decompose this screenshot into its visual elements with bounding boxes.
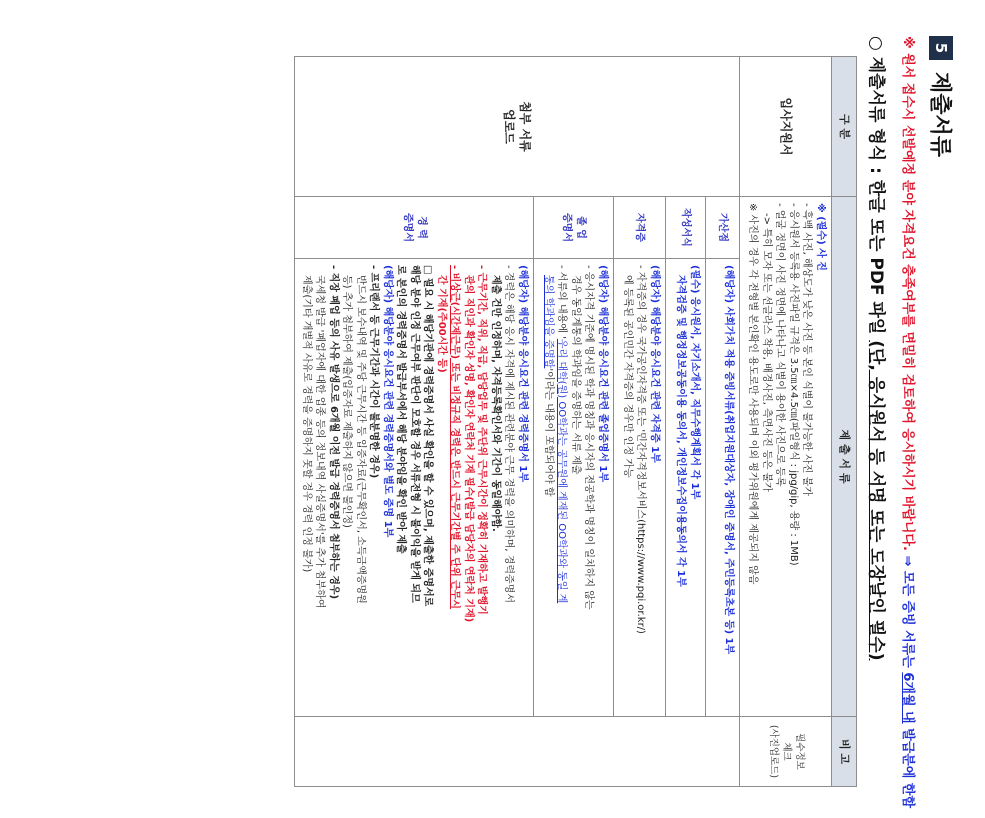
category-cell: 입사지원서 [740, 57, 832, 197]
table-row [706, 57, 740, 787]
category-cell [295, 57, 740, 197]
doc-line: 에 등록된 공인민간 자격증의 경우만 인정 가능 [622, 275, 633, 478]
doc-line: (해당자) 해당분야 응시요건 관련 자격증 1부 [649, 265, 660, 463]
docs-cell: (해당자) 사회가치 적용 증빙서류(취업지원대상자, 장애인 증명서, 주민등록초본 등) 1부 [706, 259, 740, 717]
doc-line: - 경력은 해당 응시 자격에 제시된 관련분야 근무 경력을 의미하며, 경력증명서 [503, 265, 515, 604]
sub-line: 증명서 [561, 213, 573, 242]
doc-line: 로 본인의 경력증명서 발급부서에서 해당 분야임을 확인 받아 제출 [395, 265, 407, 554]
doc-line: - 직장 폐업 등의 사유 발생으로 6개월 이전 발급 경력증명서 첨부하는 경우) [328, 265, 339, 600]
doc-line: - 응시자격 기준에 명시된 학과 명칭과 응시자의 전공학과 명칭이 일치하지 않는 [583, 265, 595, 610]
sub-line: 증명서 [402, 213, 414, 242]
doc-line: - 흑백 사진, 해상도가 낮은 사진 등 본인 식별이 불가능한 사진 불가 [801, 203, 813, 496]
docs-cell [614, 259, 666, 717]
doc-line: - 근무기간, 직위, 직급, 담당업무 및 주단위 근무시간이 정확히 기재하고 발행기 [476, 265, 488, 615]
docs-cell [534, 259, 614, 717]
documents-table [295, 56, 858, 787]
doc-line: ※ (필수) 사 진 [815, 203, 826, 271]
category-line: 첨부 서류 [518, 101, 533, 152]
note-line: 필수정보 [793, 733, 805, 770]
subcategory-cell: 자격증 [614, 197, 666, 259]
subcategory-cell [534, 197, 614, 259]
subcategory-cell: 가산점 [706, 197, 740, 259]
section-number: 5 [930, 36, 954, 60]
doc-line: 관의 직인과 확인자 성명, 확인자 연락처 기재 필수(발급 담당자의 연락처 기재) [463, 275, 474, 623]
notice-text-4: 발급분에 한함 [900, 723, 915, 809]
notice-line [900, 36, 919, 808]
header-category: 구 분 [832, 57, 857, 197]
doc-line: ※ 사진의 경우 각 전형별 본인확인 용도로만 사용되며 이외 평가위원에게 제공되지 않음 [747, 203, 759, 585]
docs-cell [295, 259, 534, 717]
doc-line: - 얼굴 정면이 사진 정면에 나타나고 식별이 용이한 사진으로 등록 [774, 203, 786, 487]
note-line: 체크 [780, 742, 792, 761]
doc-line: 국세청 발급 '폐업자에 대한 업종 등의 정보내역 사실증명서'를 추가 첨부하여 [314, 275, 326, 609]
doc-line: - 자격증의 경우 국가공인자격증 또는 '민간자격정보서비스(https://www.pqi.or.kr/) [635, 265, 647, 634]
notice-text-2: ⇒ 모든 증빙 서류는 [900, 555, 915, 673]
table-row [740, 57, 832, 787]
doc-text: 우리 대학(원) OO학과는 공무원에 게재된 OO학과와 동일 계 [556, 338, 568, 604]
doc-text: - 서류의 내용에 ' [556, 265, 568, 339]
section-header [926, 36, 957, 157]
doc-line: - 비상근(시간제근무) 또는 비정규직 경력은 반드시 근무기간별 주 단위 근무시 [449, 265, 461, 610]
doc-line: 자격검증 및 행정정보공동이용 동의서, 개인정보수집이용동의서 각 1부 [675, 275, 687, 587]
notice-text-1: ※ 원서 접수시 선발예정 분야 자격요건 충족여부를 면밀히 검토하여 응시하시기 바랍니다. [900, 36, 915, 551]
doc-line: (필수) 응시원서, 자기소개서, 직무수행계획서 각 1부 [689, 265, 700, 500]
doc-line: 제출 건만 인정하며, 자격등록확인서와 기간이 동일해야함. [490, 275, 501, 532]
notice-text-3: 6개월 내 [900, 672, 915, 724]
section-title: 제출서류 [927, 72, 952, 158]
table-header-row [832, 57, 857, 787]
doc-line: - 응시원서 등록용 사진파일 규격은 3.5㎝×4.5㎝(파일형식 : jpg/gip, 용량 : 1MB) [788, 203, 799, 566]
category-line: 업로드 [502, 109, 517, 144]
doc-line: (해당자) 해당분야 응시요건 관련 졸업증명서 1부 [597, 265, 608, 483]
format-text-1: ○ 제출서류 형식 : 한글 또는 PDF 파일 [866, 36, 886, 341]
format-line [866, 36, 891, 661]
header-docs: 제 출 서 류 [832, 197, 857, 717]
doc-text: 통의 학과임을 증명함 [543, 275, 554, 369]
sub-line: 경 력 [415, 216, 427, 239]
docs-cell [740, 197, 832, 717]
docs-cell [666, 259, 706, 717]
doc-line: □ 필요 시 해당기관에 경력증명서 사실 확인을 할 수 있으며, 제출한 증명서로 [422, 265, 434, 607]
doc-line: 간 기재(주00시간 등) [436, 275, 447, 373]
subcategory-cell [295, 197, 534, 259]
subcategory-cell: 작성서식 [666, 197, 706, 259]
doc-line: 등) 추가 첨부하여 제출(입증자료 제출하지 않으면 불인정) [341, 275, 353, 528]
note-line: (사진업로드) [768, 724, 780, 779]
doc-line: 제출(기타 개별적 사유로 경력을 증명하지 못할 경우 경력 인정 불가) [301, 275, 312, 573]
format-text-2: (단, 응시원서 등 서명 또는 도장날인 필수) [866, 340, 886, 661]
note-cell [295, 717, 740, 787]
doc-line: -> 특히 모자 또는 선글라스 착용, 배경사진, 측면사진 등은 불가 [761, 213, 772, 492]
sub-line: 졸 업 [575, 216, 586, 239]
doc-line: 경우 동일계통의 학과임을 증명하는 서류 제출 [570, 275, 581, 475]
doc-line: 해당 분야 인정 근무여부 판단이 모호할 경우 서류전형 시 불이익을 받게 되므 [409, 265, 420, 603]
header-note: 비 고 [832, 717, 857, 787]
note-cell [740, 717, 832, 787]
doc-line: (해당자) 해당분야 응시요건 관련 경력증명서 1부 [517, 265, 528, 483]
doc-text: '이라는 내용이 포함되어야 함 [543, 368, 554, 497]
doc-line: - 프리랜서 등 근무기간과 시간이 불분명한 경우) [368, 265, 380, 479]
doc-line: 반드시 보수내역 및 주당 근무시간 등 입증자료(근무확인서, 소득금액증명원 [355, 275, 366, 604]
doc-line: (해당자) 해당분야 응시요건 관련 경력증명서와 별도 증명 1부 [382, 265, 393, 538]
